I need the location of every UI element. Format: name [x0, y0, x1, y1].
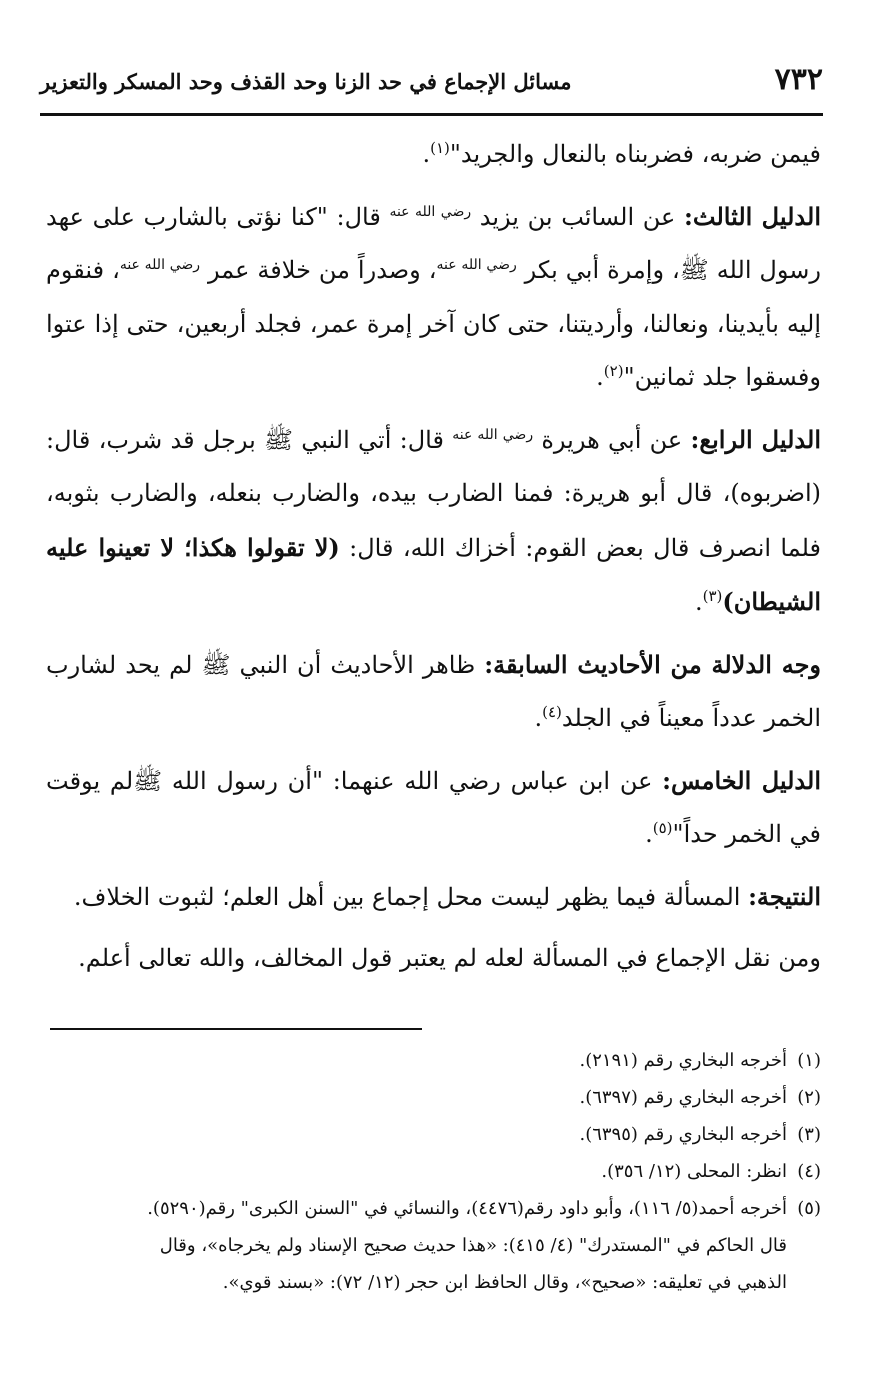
hadith-quote: (لا تقولوا هكذا؛ لا تعينوا عليه الشيطان)	[46, 532, 821, 616]
footnote-number: (٣)	[797, 1124, 821, 1145]
paragraph-end: .	[596, 363, 604, 391]
honorific-glyph: ﷺ	[679, 256, 709, 284]
footnote-5-continued: الذهبي في تعليقه: «صحيح»، وقال الحافظ ابن حجر (١٢/ ٧٢): «بسند قوي».	[222, 1272, 787, 1293]
paragraph-text: عن أبي هريرة	[533, 425, 691, 454]
footnote-text: أخرجه أحمد(٥/ ١١٦)، وأبو داود رقم(٤٤٧٦)، والنسائي في "السنن الكبرى" رقم(٥٢٩٠).	[147, 1198, 787, 1219]
running-title: مسائل الإجماع في حد الزنا وحد القذف وحد المسكر والتعزير	[40, 69, 572, 94]
footnote-4	[46, 1153, 821, 1190]
paragraph-text: ، فنقوم إليه بأيدينا، ونعالنا، وأرديتنا، حتى كان آخر إمرة عمر، فجلد أربعين، حتى إذا عتوا وفسقوا جلد ثمانين"	[46, 256, 821, 391]
paragraph-7	[46, 932, 821, 986]
paragraph-label: الدليل الرابع:	[690, 424, 821, 454]
paragraph-label: وجه الدلالة من الأحاديث السابقة:	[484, 649, 821, 679]
paragraph-text: ومن نقل الإجماع في المسألة لعله لم يعتبر قول المخالف، والله تعالى أعلم.	[78, 944, 821, 972]
footnote-number: (٥)	[797, 1198, 821, 1219]
main-text	[46, 128, 821, 994]
footnote-ref: (٢)	[603, 362, 624, 380]
paragraph-text: عن السائب بن يزيد	[471, 202, 685, 231]
honorific-glyph: ﷺ	[264, 425, 294, 454]
footnote-ref: (٥)	[652, 819, 673, 837]
honorific-glyph: ﷺ	[133, 766, 163, 795]
paragraph-5	[46, 754, 821, 862]
paragraph-3	[46, 413, 821, 630]
footnote-text: أخرجه البخاري رقم (٢١٩١).	[579, 1050, 787, 1071]
footnote-text: انظر: المحلى (١٢/ ٣٥٦).	[601, 1161, 787, 1182]
paragraph-text: ، وصدراً من خلافة عمر	[200, 256, 437, 284]
paragraph-text: لم يوقت في الخمر حداً"	[46, 766, 821, 848]
paragraph-text: ظاهر الأحاديث أن النبي	[230, 650, 485, 679]
footnote-ref: (١)	[430, 139, 450, 157]
paragraph-2	[46, 190, 821, 405]
footnotes	[46, 1042, 821, 1301]
paragraph-text: لم يحد لشارب الخمر عدداً معيناً في الجلد	[46, 650, 821, 732]
footnote-5-continued: قال الحاكم في "المستدرك" (٤/ ٤١٥): «هذا حديث صحيح الإسناد ولم يخرجاه»، وقال	[159, 1235, 787, 1256]
honorific-glyph: رضي الله عنه	[452, 426, 534, 443]
honorific-glyph: رضي الله عنه	[389, 203, 472, 220]
footnote-ref: (٤)	[542, 703, 562, 721]
page-number: ٧٣٢	[774, 62, 823, 97]
paragraph-1	[46, 128, 821, 182]
paragraph-end: .	[694, 588, 703, 616]
paragraph-6	[46, 870, 821, 925]
paragraph-text: فيمن ضربه، فضربناه بالنعال والجريد"	[449, 140, 821, 168]
footnote-separator	[50, 1028, 422, 1030]
paragraph-label: النتيجة:	[748, 881, 821, 911]
paragraph-text: قال: أتي النبي	[293, 425, 453, 454]
paragraph-label: الدليل الخامس:	[662, 765, 822, 795]
honorific-glyph: رضي الله عنه	[436, 257, 517, 273]
footnote-1	[46, 1042, 821, 1079]
footnote-text: أخرجه البخاري رقم (٦٣٩٧).	[579, 1087, 787, 1108]
paragraph-text: برجل قد شرب، قال: (اضربوه)، قال أبو هريرة: فمنا الضارب بيده، والضارب بنعله، والضارب بثوبه، فلما انصرف قال بعض القوم: أخزاك الله، قال:	[46, 425, 822, 562]
paragraph-label: الدليل الثالث:	[684, 201, 821, 231]
footnote-number: (٤)	[797, 1161, 821, 1182]
paragraph-end: .	[422, 140, 431, 168]
paragraph-text: المسألة فيما يظهر ليست محل إجماع بين أهل العلم؛ لثبوت الخلاف.	[73, 882, 749, 911]
honorific-glyph: ﷺ	[201, 650, 231, 679]
footnote-3	[46, 1116, 821, 1153]
paragraph-text: قال: "كنا نؤتى بالشارب على عهد رسول الله	[46, 202, 821, 284]
footnote-5	[46, 1190, 821, 1227]
footnote-text: أخرجه البخاري رقم (٦٣٩٥).	[579, 1124, 787, 1145]
honorific-glyph: رضي الله عنه	[119, 257, 201, 273]
footnote-ref: (٣)	[702, 587, 723, 605]
footnote-number: (١)	[797, 1050, 821, 1071]
page-header	[40, 58, 823, 106]
paragraph-text: ، وإمرة أبي بكر	[516, 256, 680, 284]
footnote-2	[46, 1079, 821, 1116]
paragraph-end: .	[534, 704, 543, 732]
paragraph-4	[46, 638, 821, 746]
header-rule	[40, 113, 823, 116]
paragraph-text: عن ابن عباس رضي الله عنهما: "أن رسول الله	[162, 766, 663, 795]
footnote-number: (٢)	[797, 1087, 821, 1108]
paragraph-end: .	[645, 820, 653, 848]
